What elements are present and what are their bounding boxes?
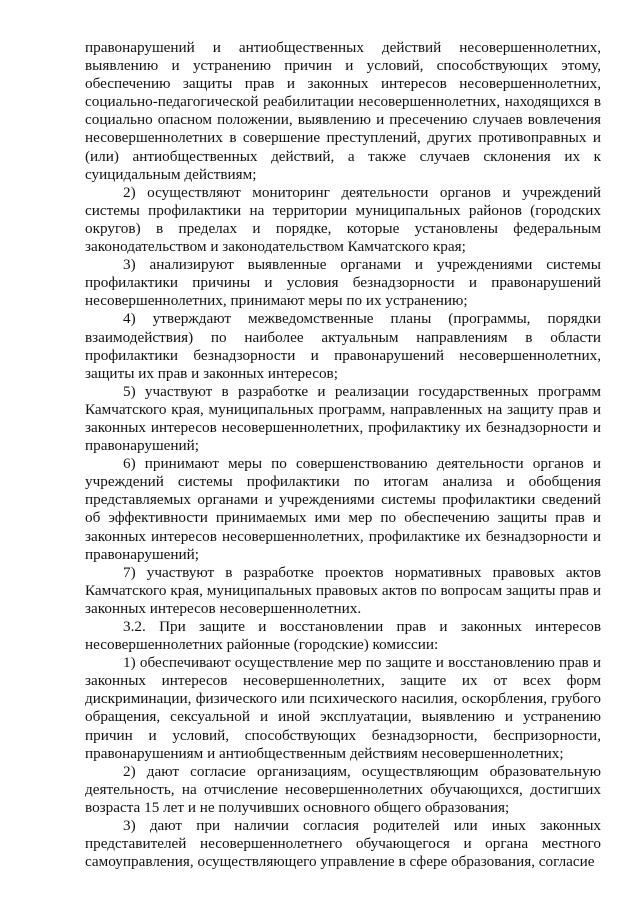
document-page — [85, 39, 601, 871]
subsection-item-1: 1) обеспечивают осуществление мер по защите и восстановлению прав и законных интересов несовершеннолетних, защите их от всех форм дискриминации, физического или психического насилия, оскорбления, грубого обращения, сексуальной и иной эксплуатации, выявлению и устранению причин и условий, способствующих безнадзорности, беспризорности, правонарушениям и антиобщественным действиям несовершеннолетних; — [85, 654, 601, 762]
list-item-4: 4) утверждают межведомственные планы (программы, порядки взаимодействия) по наиболее актуальным направлениям в области профилактики безнадзорности и правонарушений несовершеннолетних, защиты их прав и законных интересов; — [85, 310, 601, 382]
list-item-3: 3) анализируют выявленные органами и учреждениями системы профилактики причины и условия безнадзорности и правонарушений несовершеннолетних, принимают меры по их устранению; — [85, 256, 601, 310]
section-3-2-heading: 3.2. При защите и восстановлении прав и законных интересов несовершеннолетних районные (городские) комиссии: — [85, 618, 601, 654]
subsection-item-3: 3) дают при наличии согласия родителей или иных законных представителей несовершеннолетнего обучающегося и органа местного самоуправления, осуществляющего управление в сфере образования, согласие — [85, 817, 601, 871]
list-item-7: 7) участвуют в разработке проектов нормативных правовых актов Камчатского края, муниципальных правовых актов по вопросам защиты прав и законных интересов несовершеннолетних. — [85, 563, 601, 617]
list-item-2: 2) осуществляют мониторинг деятельности органов и учреждений системы профилактики на территории муниципальных районов (городских округов) в пределах и порядке, которые установлены федеральным законодательством и законодательством Камчатского края; — [85, 183, 601, 256]
paragraph-continuation: правонарушений и антиобщественных действий несовершеннолетних, выявлению и устранению причин и условий, способствующих этому, обеспечению защиты прав и законных интересов несовершеннолетних, социально-педагогической реабилитации несовершеннолетних, находящихся в социально опасном положении, выявлению и пресечению случаев вовлечения несовершеннолетних в совершение преступлений, других противоправных и (или) антиобщественных действий, а также случаев склонения их к суицидальным действиям; — [85, 39, 601, 183]
subsection-item-2: 2) дают согласие организациям, осуществляющим образовательную деятельность, на отчисление несовершеннолетних обучающихся, достигших возраста 15 лет и не получивших основного общего образования; — [85, 762, 601, 816]
list-item-6: 6) принимают меры по совершенствованию деятельности органов и учреждений системы профилактики по итогам анализа и обобщения представляемых органами и учреждениями системы профилактики сведений об эффективности принимаемых ими мер по обеспечению защиты прав и законных интересов несовершеннолетних, профилактике их безнадзорности и правонарушений; — [85, 455, 601, 563]
list-item-5: 5) участвуют в разработке и реализации государственных программ Камчатского края, муниципальных программ, направленных на защиту прав и законных интересов несовершеннолетних, профилактику их безнадзорности и правонарушений; — [85, 382, 601, 455]
